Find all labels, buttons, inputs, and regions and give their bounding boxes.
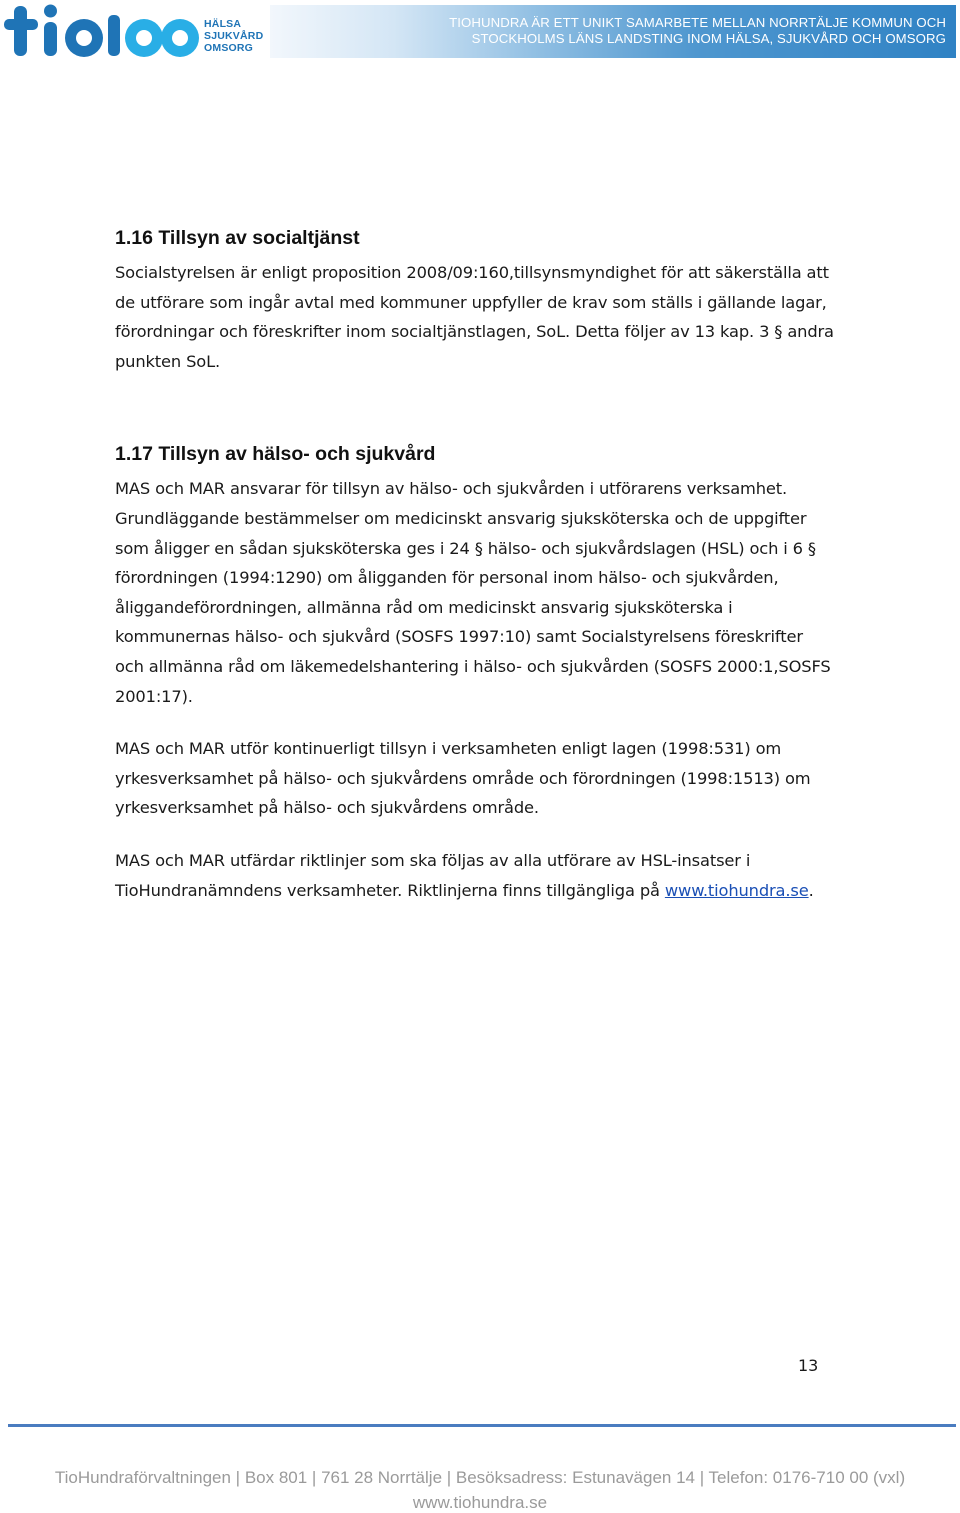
section-spacer (115, 376, 835, 440)
paragraph-spacer (115, 823, 835, 846)
paragraph (115, 846, 835, 905)
banner-line: STOCKHOLMS LÄNS LANDSTING INOM HÄLSA, SJUKVÅRD OCH OMSORG (471, 31, 946, 46)
document-body (115, 224, 835, 905)
paragraph: Socialstyrelsen är enligt proposition 2008/09:160,tillsynsmyndighet för att säkerställa att de utförare som ingår avtal med kommuner uppfyller de krav som ställs i gällande lagar, förordningar och föreskrifter inom socialtjänstlagen, SoL. Detta följer av 13 kap. 3 § andra punkten SoL. (115, 263, 834, 371)
tiohundra-website-link[interactable]: www.tiohundra.se (664, 880, 809, 900)
paragraph-spacer (115, 711, 835, 734)
banner-text (449, 15, 946, 47)
header-banner (270, 5, 956, 58)
section-heading: 1.17 Tillsyn av hälso- och sjukvård (115, 443, 436, 466)
paragraph: MAS och MAR utför kontinuerligt tillsyn i verksamheten enligt lagen (1998:531) om yrkesverksamhet på hälso- och sjukvårdens område och förordningen (1998:1513) om yrkesverksamhet på hälso- och sjukvårdens område. (115, 739, 811, 818)
logo-tagline-line: SJUKVÅRD (204, 30, 264, 42)
footer-contact: TioHundraförvaltningen | Box 801 | 761 28 Norrtälje | Besöksadress: Estunavägen 14 | Telefon: 0176-710 00 (vxl) (54, 1468, 906, 1487)
page-header (0, 0, 960, 62)
section-heading: 1.16 Tillsyn av socialtjänst (115, 227, 360, 249)
logo-tagline (204, 18, 268, 54)
footer-website: www.tiohundra.se (412, 1493, 548, 1512)
logo-tagline-line: OMSORG (204, 42, 254, 54)
logo-tagline-line: HÄLSA (204, 18, 242, 30)
paragraph: MAS och MAR ansvarar för tillsyn av hälso- och sjukvården i utförarens verksamhet. Grundläggande bestämmelser om medicinskt ansvarig sjuksköterska och de uppgifter som åligger en sådan sjuksköterska ges i 24 § hälso- och sjukvårdslagen (HSL) och i 6 § förordningen (1994:1290) om åligganden för personal inom hälso- och sjukvården, åliggandeförordningen, allmänna råd om medicinskt ansvarig sjuksköterska i kommunernas hälso- och sjukvård (SOSFS 1997:10) samt Socialstyrelsens föreskrifter och allmänna råd om läkemedelshantering i hälso- och sjukvården (SOSFS 2000:1,SOSFS 2001:17). (115, 479, 831, 706)
paragraph-end: . (808, 880, 814, 900)
paragraph-text: MAS och MAR utfärdar riktlinjer som ska följas av alla utförare av HSL-insatser i TioHundranämndens verksamheter. Riktlinjerna finns tillgängliga på (115, 850, 751, 900)
banner-line: TIOHUNDRA ÄR ETT UNIKT SAMARBETE MELLAN NORRTÄLJE KOMMUN OCH (449, 15, 946, 30)
page-number: 13 (798, 1356, 819, 1375)
footer-divider (8, 1424, 956, 1427)
